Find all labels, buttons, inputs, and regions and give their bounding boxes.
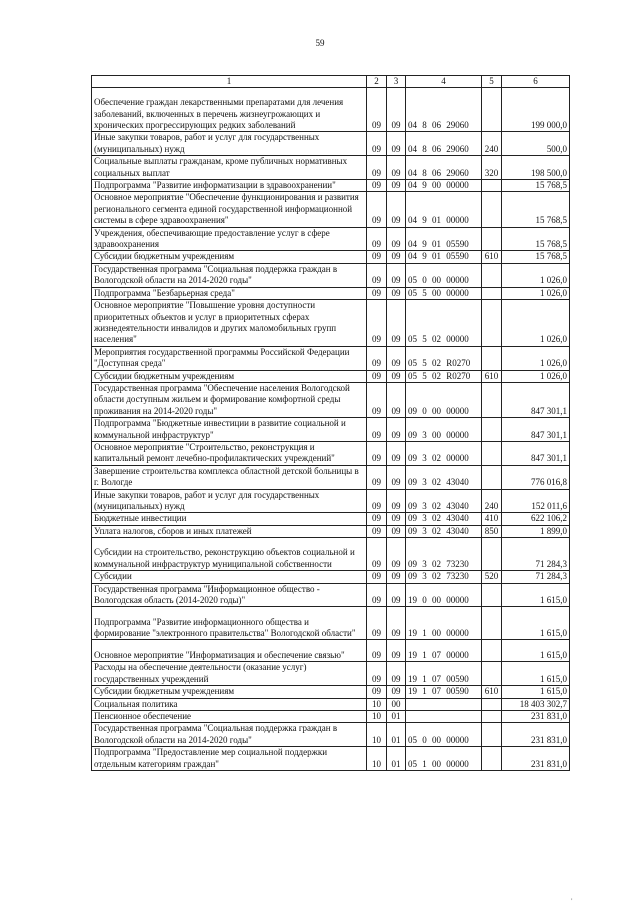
- row-section: 10: [367, 698, 387, 710]
- row-amount: 1 615,0: [502, 583, 570, 607]
- row-name: Основное мероприятие "Повышение уровня доступности приоритетных объектов и услуг в приоритетных сферах жизнедеятельности инвалидов и других маломобильных групп населения": [92, 300, 367, 347]
- table-row: [92, 662, 570, 686]
- row-section: 09: [367, 192, 387, 227]
- row-expense-type: [482, 346, 502, 370]
- table-row: [92, 583, 570, 607]
- row-name: Пенсионное обеспечение: [92, 711, 367, 723]
- row-expense-type: 320: [482, 156, 502, 180]
- row-target-article: 05 1 00 00000: [406, 747, 482, 771]
- row-name: Основное мероприятие "Обеспечение функционирования и развития регионального сегмента единой государственной информационной системы в сфере здравоохранения": [92, 192, 367, 227]
- row-name: Иные закупки товаров, работ и услуг для государственных (муниципальных) нужд: [92, 489, 367, 513]
- row-expense-type: 520: [482, 571, 502, 583]
- row-expense-type: [482, 227, 502, 251]
- table-row: [92, 346, 570, 370]
- row-target-article: 09 0 00 00000: [406, 382, 482, 417]
- row-name: Субсидии на строительство, реконструкцию объектов социальной и коммунальной инфраструктур муниципальной собственности: [92, 538, 367, 571]
- row-section: 09: [367, 525, 387, 537]
- row-target-article: 04 8 06 29060: [406, 156, 482, 180]
- row-name: Подпрограмма "Развитие информационного общества и формирование "электронного правительства" Вологодской области": [92, 607, 367, 640]
- table-row: [92, 382, 570, 417]
- row-subsection: 09: [387, 571, 406, 583]
- row-subsection: 09: [387, 583, 406, 607]
- table-row: [92, 698, 570, 710]
- table-row: [92, 192, 570, 227]
- row-expense-type: [482, 747, 502, 771]
- row-target-article: 09 3 02 73230: [406, 571, 482, 583]
- row-section: 09: [367, 346, 387, 370]
- row-expense-type: [482, 300, 502, 347]
- row-amount: 622 106,2: [502, 513, 570, 525]
- row-target-article: 04 8 06 29060: [406, 132, 482, 156]
- row-amount: 1 026,0: [502, 370, 570, 382]
- row-subsection: 09: [387, 382, 406, 417]
- header-cell-section: 2: [367, 76, 387, 88]
- row-subsection: 09: [387, 640, 406, 662]
- row-target-article: [406, 698, 482, 710]
- row-expense-type: 240: [482, 132, 502, 156]
- row-section: 10: [367, 747, 387, 771]
- row-expense-type: 610: [482, 686, 502, 698]
- row-target-article: 19 1 07 00000: [406, 640, 482, 662]
- row-expense-type: [482, 418, 502, 442]
- row-amount: 15 768,5: [502, 192, 570, 227]
- row-name: Мероприятия государственной программы Российской Федерации "Доступная среда": [92, 346, 367, 370]
- table-row: [92, 465, 570, 489]
- budget-table: [91, 75, 570, 771]
- row-section: 09: [367, 263, 387, 287]
- row-amount: 152 011,6: [502, 489, 570, 513]
- row-section: 09: [367, 538, 387, 571]
- row-subsection: 09: [387, 156, 406, 180]
- row-subsection: 09: [387, 287, 406, 299]
- row-target-article: 09 3 02 43040: [406, 465, 482, 489]
- table-row: [92, 370, 570, 382]
- row-amount: 1 026,0: [502, 346, 570, 370]
- row-subsection: 09: [387, 538, 406, 571]
- row-expense-type: [482, 382, 502, 417]
- row-subsection: 09: [387, 227, 406, 251]
- table-row: [92, 711, 570, 723]
- row-name: Субсидии бюджетным учреждениям: [92, 251, 367, 263]
- row-name: Завершение строительства комплекса областной детской больницы в г. Вологде: [92, 465, 367, 489]
- row-subsection: 09: [387, 441, 406, 465]
- row-expense-type: 610: [482, 251, 502, 263]
- row-amount: 15 768,5: [502, 227, 570, 251]
- table-row: [92, 571, 570, 583]
- row-name: Субсидии бюджетным учреждениям: [92, 370, 367, 382]
- row-subsection: 01: [387, 711, 406, 723]
- row-name: Иные закупки товаров, работ и услуг для государственных (муниципальных) нужд: [92, 132, 367, 156]
- row-name: Подпрограмма "Бюджетные инвестиции в развитие социальной и коммунальной инфраструктур": [92, 418, 367, 442]
- row-target-article: [406, 711, 482, 723]
- row-section: 09: [367, 686, 387, 698]
- row-target-article: 09 3 02 43040: [406, 489, 482, 513]
- row-subsection: 09: [387, 251, 406, 263]
- table-row: [92, 538, 570, 571]
- row-section: 09: [367, 571, 387, 583]
- header-cell-expense-type: 5: [482, 76, 502, 88]
- table-row: [92, 723, 570, 747]
- row-subsection: 09: [387, 465, 406, 489]
- header-cell-amount: 6: [502, 76, 570, 88]
- row-subsection: 01: [387, 723, 406, 747]
- table-row: [92, 227, 570, 251]
- row-name: Государственная программа "Обеспечение населения Вологодской области доступным жильем и формирование комфортной среды проживания на 2014-2020 годы": [92, 382, 367, 417]
- table-row: [92, 251, 570, 263]
- row-expense-type: [482, 698, 502, 710]
- table-row: [92, 441, 570, 465]
- row-expense-type: 240: [482, 489, 502, 513]
- row-name: Субсидии бюджетным учреждениям: [92, 686, 367, 698]
- row-amount: 1 615,0: [502, 607, 570, 640]
- row-subsection: 09: [387, 489, 406, 513]
- row-section: 09: [367, 441, 387, 465]
- row-amount: 847 301,1: [502, 418, 570, 442]
- row-subsection: 00: [387, 698, 406, 710]
- row-target-article: 05 0 00 00000: [406, 263, 482, 287]
- row-name: Социальные выплаты гражданам, кроме публичных нормативных социальных выплат: [92, 156, 367, 180]
- row-target-article: 05 5 00 00000: [406, 287, 482, 299]
- table-row: [92, 489, 570, 513]
- row-amount: 500,0: [502, 132, 570, 156]
- row-amount: 776 016,8: [502, 465, 570, 489]
- row-name: Основное мероприятие "Строительство, реконструкция и капитальный ремонт лечебно-профилактических учреждений": [92, 441, 367, 465]
- row-target-article: 05 0 00 00000: [406, 723, 482, 747]
- row-name: Субсидии: [92, 571, 367, 583]
- row-subsection: 09: [387, 662, 406, 686]
- row-section: 10: [367, 723, 387, 747]
- scan-mark: ,: [571, 895, 573, 901]
- row-section: 09: [367, 227, 387, 251]
- row-section: 09: [367, 662, 387, 686]
- row-amount: 18 403 302,7: [502, 698, 570, 710]
- row-subsection: 09: [387, 132, 406, 156]
- table-row: [92, 640, 570, 662]
- row-section: 09: [367, 640, 387, 662]
- row-target-article: 09 3 00 00000: [406, 418, 482, 442]
- row-section: 09: [367, 489, 387, 513]
- table-row: [92, 132, 570, 156]
- row-subsection: 01: [387, 747, 406, 771]
- row-subsection: 09: [387, 192, 406, 227]
- row-amount: 231 831,0: [502, 723, 570, 747]
- row-section: 09: [367, 418, 387, 442]
- row-expense-type: [482, 180, 502, 192]
- row-amount: 1 615,0: [502, 662, 570, 686]
- row-target-article: 09 3 02 43040: [406, 525, 482, 537]
- row-amount: 231 831,0: [502, 747, 570, 771]
- row-name: Подпрограмма "Предоставление мер социальной поддержки отдельным категориям граждан": [92, 747, 367, 771]
- row-target-article: 09 3 02 43040: [406, 513, 482, 525]
- row-name: Учреждения, обеспечивающие предоставление услуг в сфере здравоохранения: [92, 227, 367, 251]
- row-section: 09: [367, 287, 387, 299]
- row-subsection: 09: [387, 513, 406, 525]
- header-cell-target-article: 4: [406, 76, 482, 88]
- row-expense-type: [482, 662, 502, 686]
- row-section: 09: [367, 180, 387, 192]
- row-amount: 1 615,0: [502, 640, 570, 662]
- row-section: 09: [367, 370, 387, 382]
- table-row: [92, 156, 570, 180]
- row-amount: 847 301,1: [502, 441, 570, 465]
- row-subsection: 09: [387, 180, 406, 192]
- table-header-row: [92, 76, 570, 88]
- row-name: Уплата налогов, сборов и иных платежей: [92, 525, 367, 537]
- row-amount: 15 768,5: [502, 251, 570, 263]
- row-expense-type: [482, 723, 502, 747]
- row-target-article: 04 9 01 05590: [406, 227, 482, 251]
- row-target-article: 05 5 02 00000: [406, 300, 482, 347]
- row-target-article: 04 9 01 00000: [406, 192, 482, 227]
- row-expense-type: [482, 711, 502, 723]
- row-target-article: 09 3 02 73230: [406, 538, 482, 571]
- row-amount: 71 284,3: [502, 571, 570, 583]
- row-target-article: 19 1 07 00590: [406, 686, 482, 698]
- table-row: [92, 607, 570, 640]
- row-expense-type: [482, 287, 502, 299]
- row-name: Расходы на обеспечение деятельности (оказание услуг) государственных учреждений: [92, 662, 367, 686]
- row-target-article: 04 9 01 05590: [406, 251, 482, 263]
- row-name: Основное мероприятие "Информатизация и обеспечение связью": [92, 640, 367, 662]
- row-amount: 1 615,0: [502, 686, 570, 698]
- row-subsection: 09: [387, 300, 406, 347]
- row-expense-type: 410: [482, 513, 502, 525]
- row-expense-type: 850: [482, 525, 502, 537]
- row-section: 09: [367, 156, 387, 180]
- row-expense-type: [482, 465, 502, 489]
- row-subsection: 09: [387, 346, 406, 370]
- row-subsection: 09: [387, 88, 406, 132]
- row-section: 09: [367, 513, 387, 525]
- row-subsection: 09: [387, 418, 406, 442]
- row-amount: 1 899,0: [502, 525, 570, 537]
- row-name: Государственная программа "Социальная поддержка граждан в Вологодской области на 2014-2020 годы": [92, 723, 367, 747]
- row-name: Государственная программа "Социальная поддержка граждан в Вологодской области на 2014-2020 годы": [92, 263, 367, 287]
- row-subsection: 09: [387, 607, 406, 640]
- row-amount: 847 301,1: [502, 382, 570, 417]
- row-name: Государственная программа "Информационное общество - Вологодская область (2014-2020 годы)": [92, 583, 367, 607]
- row-section: 09: [367, 382, 387, 417]
- row-expense-type: [482, 192, 502, 227]
- table-body: [92, 88, 570, 771]
- row-amount: 71 284,3: [502, 538, 570, 571]
- table-row: [92, 513, 570, 525]
- row-amount: 1 026,0: [502, 287, 570, 299]
- row-target-article: 04 9 00 00000: [406, 180, 482, 192]
- row-amount: 1 026,0: [502, 300, 570, 347]
- row-name: Социальная политика: [92, 698, 367, 710]
- table-row: [92, 747, 570, 771]
- table-row: [92, 88, 570, 132]
- row-expense-type: 610: [482, 370, 502, 382]
- row-section: 09: [367, 300, 387, 347]
- row-expense-type: [482, 583, 502, 607]
- table-row: [92, 180, 570, 192]
- table-row: [92, 418, 570, 442]
- row-subsection: 09: [387, 525, 406, 537]
- row-amount: 231 831,0: [502, 711, 570, 723]
- row-section: 09: [367, 607, 387, 640]
- row-name: Бюджетные инвестиции: [92, 513, 367, 525]
- row-amount: 198 500,0: [502, 156, 570, 180]
- row-name: Подпрограмма "Развитие информатизации в здравоохранении": [92, 180, 367, 192]
- row-target-article: 05 5 02 R0270: [406, 346, 482, 370]
- row-section: 09: [367, 132, 387, 156]
- row-expense-type: [482, 538, 502, 571]
- table-row: [92, 287, 570, 299]
- row-target-article: 19 0 00 00000: [406, 583, 482, 607]
- table-row: [92, 686, 570, 698]
- row-expense-type: [482, 441, 502, 465]
- row-amount: 15 768,5: [502, 180, 570, 192]
- row-target-article: 19 1 00 00000: [406, 607, 482, 640]
- row-name: Подпрограмма "Безбарьерная среда": [92, 287, 367, 299]
- row-section: 09: [367, 583, 387, 607]
- row-expense-type: [482, 640, 502, 662]
- row-section: 09: [367, 88, 387, 132]
- row-subsection: 09: [387, 263, 406, 287]
- row-section: 10: [367, 711, 387, 723]
- table-row: [92, 263, 570, 287]
- row-amount: 199 000,0: [502, 88, 570, 132]
- row-target-article: 04 8 06 29060: [406, 88, 482, 132]
- row-subsection: 09: [387, 370, 406, 382]
- header-cell-name: 1: [92, 76, 367, 88]
- row-target-article: 05 5 02 R0270: [406, 370, 482, 382]
- page-number: 59: [315, 38, 325, 48]
- header-cell-subsection: 3: [387, 76, 406, 88]
- row-section: 09: [367, 251, 387, 263]
- row-name: Обеспечение граждан лекарственными препаратами для лечения заболеваний, включенных в перечень жизнеугрожающих и хронических прогрессирующих редких заболеваний: [92, 88, 367, 132]
- row-section: 09: [367, 465, 387, 489]
- row-amount: 1 026,0: [502, 263, 570, 287]
- row-expense-type: [482, 263, 502, 287]
- table-row: [92, 300, 570, 347]
- row-subsection: 09: [387, 686, 406, 698]
- row-target-article: 19 1 07 00590: [406, 662, 482, 686]
- row-expense-type: [482, 88, 502, 132]
- row-expense-type: [482, 607, 502, 640]
- table-row: [92, 525, 570, 537]
- row-target-article: 09 3 02 00000: [406, 441, 482, 465]
